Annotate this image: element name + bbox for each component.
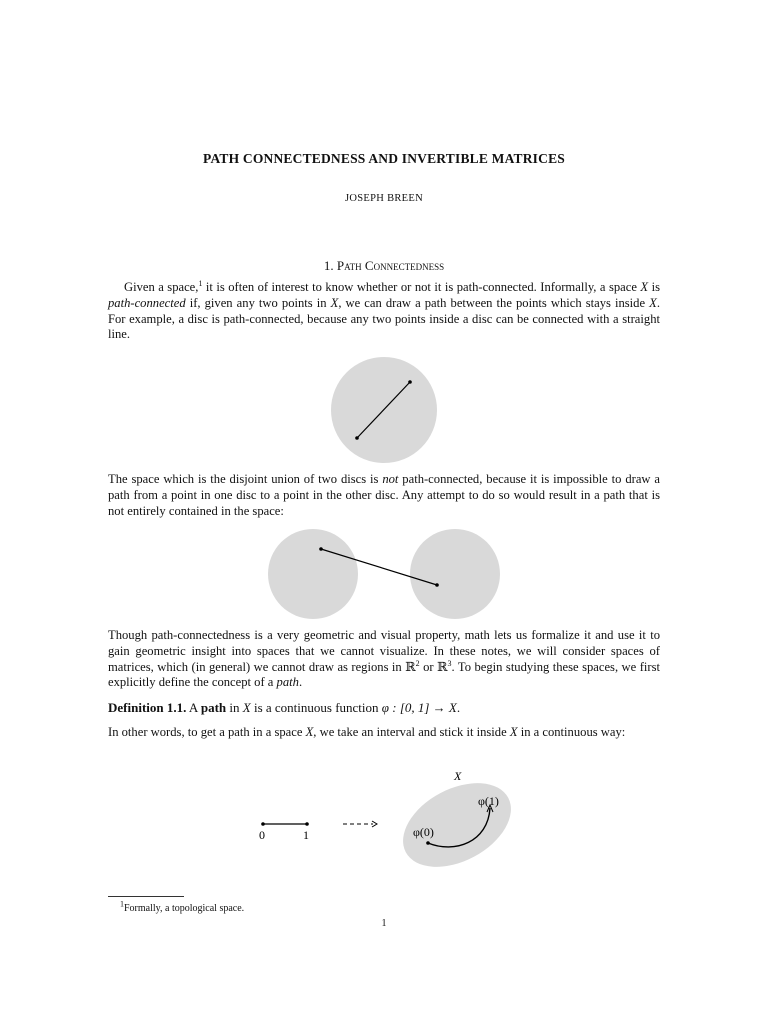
footnote-rule [108,896,184,897]
paper-title: PATH CONNECTEDNESS AND INVERTIBLE MATRICES [203,151,565,166]
footnote [120,899,245,914]
path-endpoint [408,380,412,384]
author: JOSEPH BREEN [345,193,423,204]
interval-endpoint [305,822,309,826]
footnote-marker: 1 [198,278,203,288]
path-endpoint [355,436,359,440]
phi-zero-label: φ(0) [413,825,434,839]
two-discs-figure [262,525,508,625]
definition-1-1: Definition 1.1. A path in X is a continuous function φ : [0, 1] → X. [108,700,461,715]
path-endpoint [319,547,323,551]
disc-figure [320,348,448,468]
definition-label: Definition 1.1. [108,700,187,715]
footnote-text: Formally, a topological space. [124,903,245,914]
path-diagram [240,760,530,870]
paragraph-formalize: Though path-connectedness is a very geometric and visual property, math lets us formalize it and use it to gain geometric insight into spaces that we cannot visualize. In these notes, we will consider spaces of matrices, which (in general) we cannot draw as regions in ℝ$^2$ or ℝ$^3$. To begin studying these spaces, we first explicitly define the concept of a path. [108,628,660,690]
space-label: X [454,769,462,783]
section-heading [0,258,768,274]
page-number: 1 [381,918,387,929]
right-disc [410,529,500,619]
footnote-number: 1 [120,899,124,909]
paragraph-intro: Given a space,$^1$ it is often of interest to know whether or not it is path-connected. Informally, a space X is path-connected if, given any two points in X, we can draw a path between the points which stays inside X. For example, a disc is path-connected, because any two points inside a disc can be connected with a straight line. [108,278,660,342]
paragraph-disjoint: The space which is the disjoint union of two discs is not path-connected, because it is impossible to draw a path from a point in one disc to a point in the other disc. Any attempt to do so would result in a path that is not entirely contained in the space: [108,472,660,518]
phi-one-label: φ(1) [478,794,499,808]
path-endpoint [435,583,439,587]
paragraph-interval: In other words, to get a path in a space X, we take an interval and stick it inside X in a continuous way: [108,725,626,739]
interval-start-label: 0 [259,828,265,842]
section-title: Path Connectedness [336,258,445,273]
interval-endpoint [261,822,265,826]
path-start-point [426,841,430,845]
left-disc [268,529,358,619]
interval-end-label: 1 [303,828,309,842]
section-number: 1. [323,258,334,273]
